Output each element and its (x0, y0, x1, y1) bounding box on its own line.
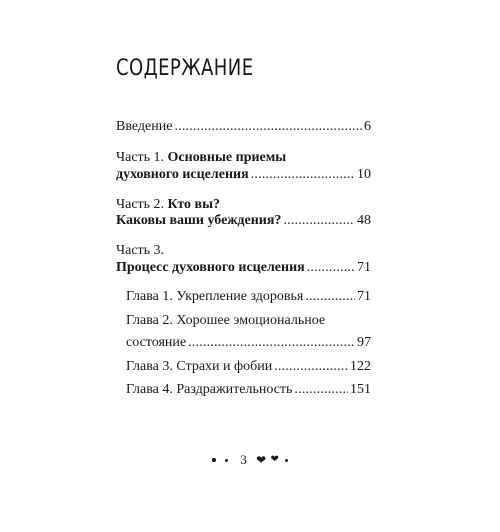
toc-entry-part3-line1 (116, 243, 164, 259)
toc-part-prefix: Часть 2. (116, 197, 168, 212)
toc-page-number: 10 (357, 167, 371, 182)
toc-page-number: 151 (350, 382, 371, 397)
page-number: 3 (240, 452, 247, 468)
toc-part-title: Каковы ваши убеждения? (116, 213, 282, 228)
toc-entry-part1-line2 (116, 167, 371, 185)
toc-entry-chapter3 (126, 359, 371, 377)
dot-icon (225, 459, 228, 462)
toc-entry-chapter2-line2 (126, 335, 371, 353)
toc-leader (305, 289, 355, 305)
toc-page-number: 97 (357, 335, 371, 350)
toc-label: Глава 1. Укрепление здоровья (126, 289, 304, 304)
toc-part-title: духовного исцеления (116, 167, 249, 182)
toc-part-title: Кто вы? (167, 197, 221, 212)
toc-label: Глава 3. Страхи и фобии (126, 359, 273, 374)
toc-entry-part2-line1 (116, 197, 220, 213)
toc-label: Введение (116, 119, 173, 134)
toc-leader (188, 335, 355, 351)
toc-leader (251, 167, 355, 183)
toc-entry-intro (116, 119, 371, 137)
toc-leader (174, 119, 362, 135)
toc-entry-part2-line2 (116, 213, 371, 231)
toc-entry-chapter2-line1 (126, 313, 325, 329)
heart-icon: ❤ (270, 454, 279, 466)
toc-page-number: 71 (357, 260, 371, 275)
toc-leader (294, 382, 348, 398)
toc-label: состояние (126, 335, 187, 350)
toc-label: Глава 2. Хорошее эмоциональное (126, 313, 326, 328)
heart-icon: ❤ (256, 453, 267, 468)
toc-leader (283, 213, 355, 229)
toc-leader (307, 260, 355, 276)
page-footer (0, 451, 500, 468)
toc-part-prefix: Часть 1. (116, 150, 168, 165)
toc-entry-part1-line1 (116, 150, 286, 166)
toc-entry-part3-line2 (116, 260, 371, 278)
toc-entry-chapter4 (126, 382, 371, 400)
toc-page-number: 6 (364, 119, 371, 134)
toc-part-title: Процесс духовного исцеления (116, 260, 305, 275)
page-title: СОДЕРЖАНИЕ (116, 56, 254, 81)
toc-entry-chapter1 (126, 289, 371, 307)
toc-part-prefix: Часть 3. (116, 243, 165, 258)
toc-page-number: 48 (357, 213, 371, 228)
toc-part-title: Основные приемы (167, 150, 287, 165)
toc-page-number: 122 (350, 359, 371, 374)
toc-label: Глава 4. Раздражительность (126, 382, 293, 397)
dot-icon (285, 459, 288, 462)
toc-page-number: 71 (357, 289, 371, 304)
toc-leader (274, 359, 348, 375)
dot-icon (212, 458, 216, 462)
